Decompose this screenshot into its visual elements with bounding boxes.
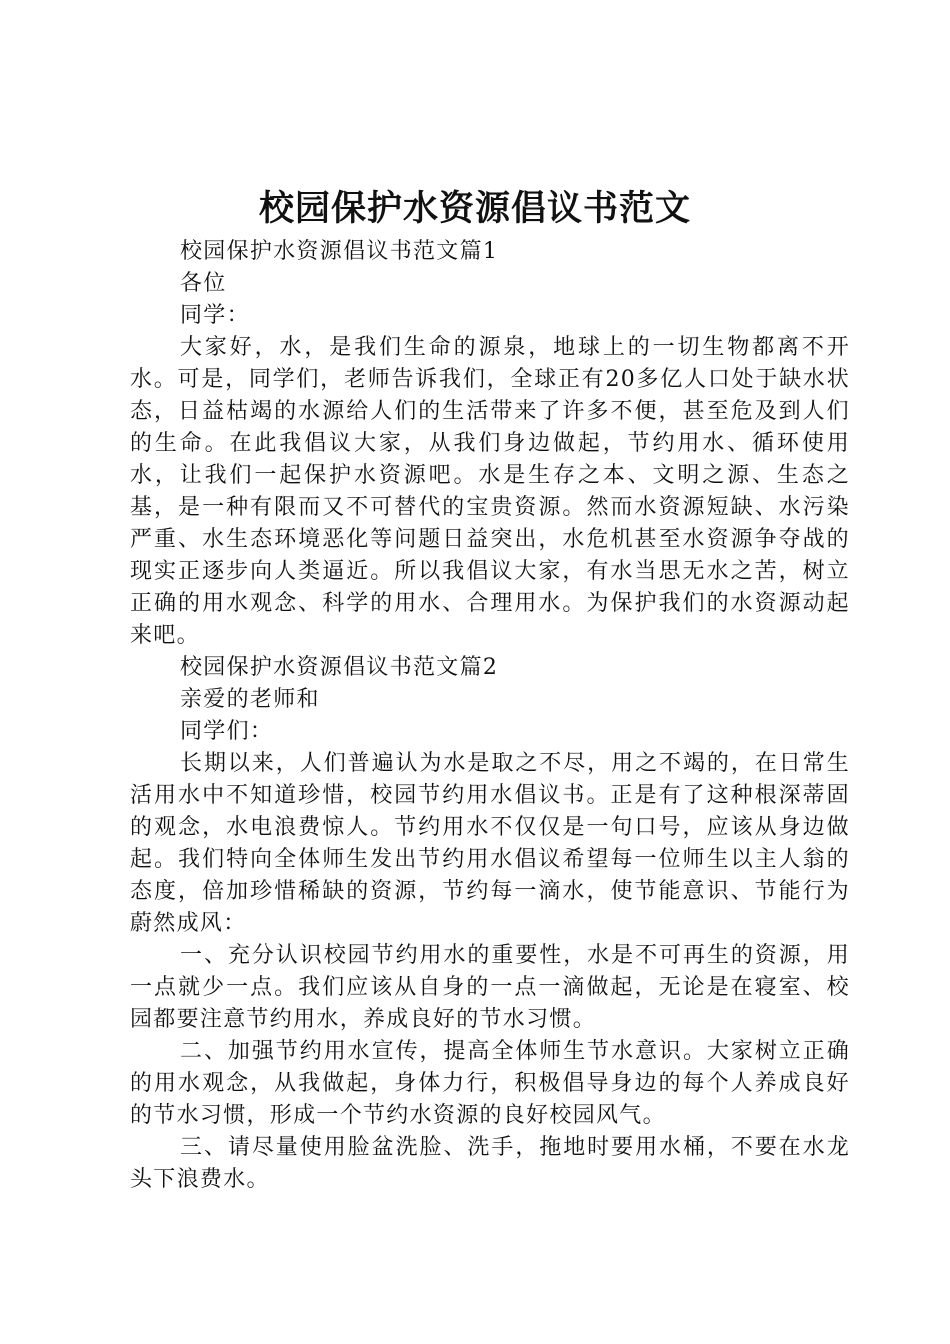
section-heading-2: 校园保护水资源倡议书范文篇2: [180, 655, 499, 680]
salutation-line-3: 亲爱的老师和: [180, 687, 320, 712]
section-heading-1: 校园保护水资源倡议书范文篇1: [180, 239, 499, 264]
salutation-line-4: 同学们：: [180, 719, 274, 744]
salutation-line-2: 同学：: [180, 303, 250, 328]
document-body: [130, 236, 850, 1196]
proposal-item-1: 一、充分认识校园节约用水的重要性，水是不可再生的资源，用一点就少一点。我们应该从自身的一点一滴做起，无论是在寝室、校园都要注意节约用水，养成良好的节水习惯。: [130, 943, 850, 1032]
proposal-item-3: 三、请尽量使用脸盆洗脸、洗手，拖地时要用水桶，不要在水龙头下浪费水。: [130, 1135, 850, 1192]
body-paragraph-2: 长期以来，人们普遍认为水是取之不尽，用之不竭的，在日常生活用水中不知道珍惜，校园节约用水倡议书。正是有了这种根深蒂固的观念，水电浪费惊人。节约用水不仅仅是一句口号，应该从身边做起。我们特向全体师生发出节约用水倡议希望每一位师生以主人翁的态度，倍加珍惜稀缺的资源，节约每一滴水，使节能意识、节能行为蔚然成风：: [130, 751, 850, 936]
proposal-item-2: 二、加强节约用水宣传，提高全体师生节水意识。大家树立正确的用水观念，从我做起，身体力行，积极倡导身边的每个人养成良好的节水习惯，形成一个节约水资源的良好校园风气。: [130, 1039, 850, 1128]
document-title: 校园保护水资源倡议书范文: [258, 188, 691, 229]
salutation-line-1: 各位: [180, 271, 227, 296]
body-paragraph-1: 大家好，水，是我们生命的源泉，地球上的一切生物都离不开水。可是，同学们，老师告诉我们，全球正有20多亿人口处于缺水状态，日益枯竭的水源给人们的生活带来了许多不便，甚至危及到人们的生命。在此我倡议大家，从我们身边做起，节约用水、循环使用水，让我们一起保护水资源吧。水是生存之本、文明之源、生态之基，是一种有限而又不可替代的宝贵资源。然而水资源短缺、水污染严重、水生态环境恶化等问题日益突出，水危机甚至水资源争夺战的现实正逐步向人类逼近。所以我倡议大家，有水当思无水之苦，树立正确的用水观念、科学的用水、合理用水。为保护我们的水资源动起来吧。: [130, 335, 850, 648]
